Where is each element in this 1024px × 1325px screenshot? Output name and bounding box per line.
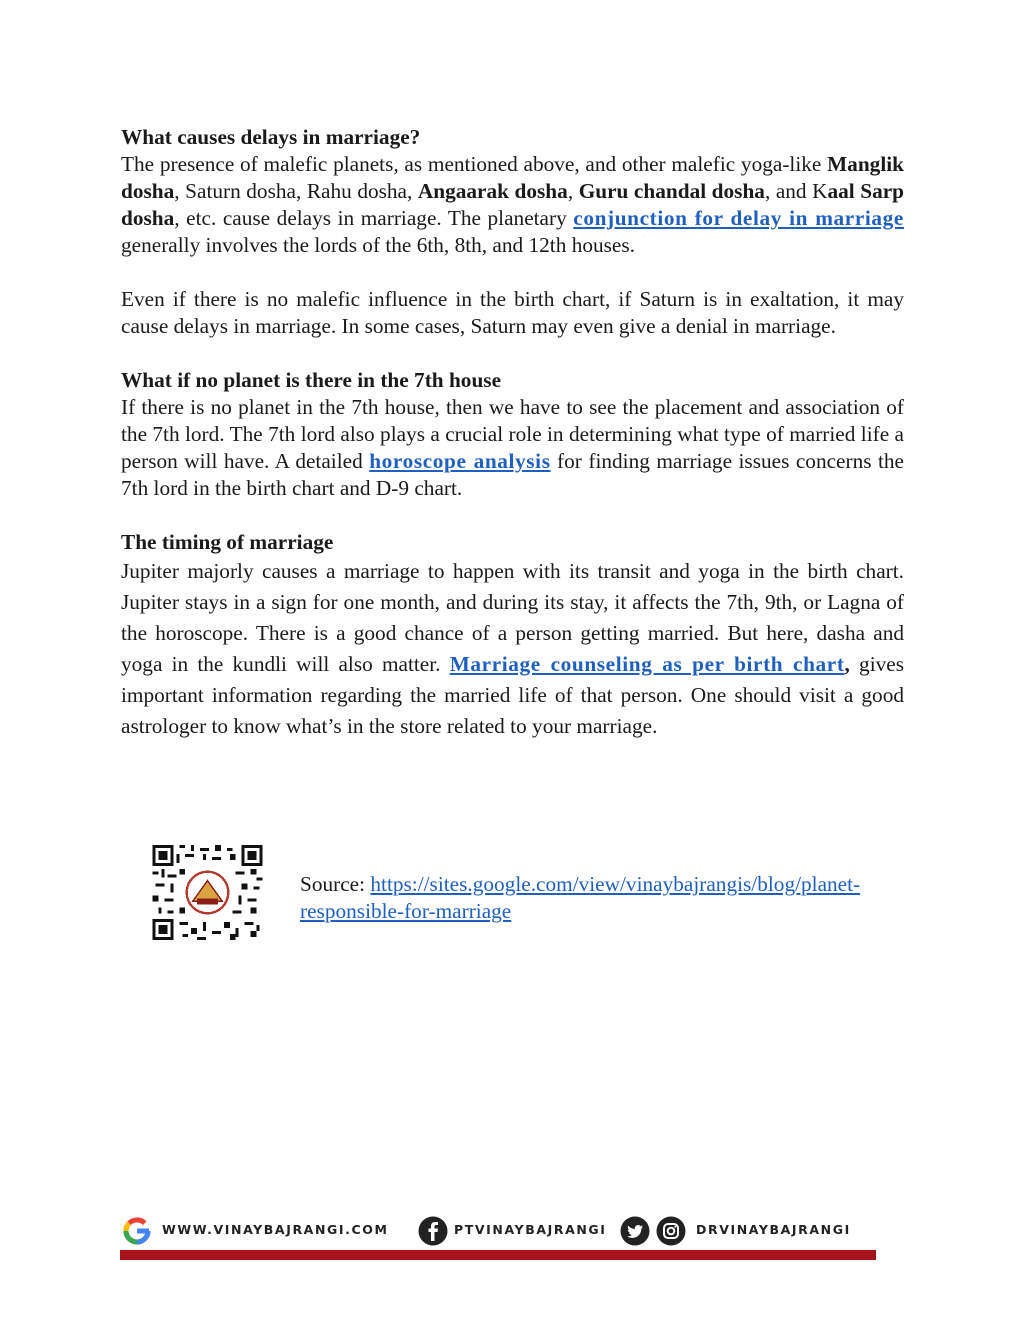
horoscope-analysis-link[interactable]: horoscope analysis — [369, 449, 551, 473]
instagram-icon — [656, 1216, 686, 1246]
bold-term: Angaarak dosha — [417, 179, 568, 203]
text: generally involves the lords of the 6th, 8th, and 12th houses. — [121, 233, 635, 257]
twitter-icon — [620, 1216, 650, 1246]
website-label: WWW.VINAYBAJRANGI.COM — [162, 1222, 389, 1237]
social-handle: DRVINAYBAJRANGI — [696, 1222, 851, 1237]
bold-term: Manglik dosha — [121, 152, 904, 203]
footer-banner — [120, 1210, 876, 1262]
source-url-link[interactable]: https://sites.google.com/view/vinaybajrangis/blog/planet-responsible-for-marriage — [300, 872, 861, 923]
text: for finding marriage issues concerns the 7th lord in the birth chart and D-9 chart. — [121, 449, 905, 500]
text: , — [844, 652, 850, 676]
section-timing — [121, 529, 904, 742]
conjunction-delay-link[interactable]: conjunction for delay in marriage — [573, 206, 904, 230]
text: , — [567, 179, 579, 203]
qr-code-icon — [152, 845, 263, 940]
bold-term: aal Sarp dosha — [121, 179, 905, 230]
paragraph: Even if there is no malefic influence in the birth chart, if Saturn is in exaltation, it may cause delays in marriage. In some cases, Saturn may even give a denial in marriage. — [121, 287, 904, 338]
bold-term: Guru chandal dosha — [578, 179, 765, 203]
text: The presence of malefic planets, as mentioned above, and other malefic yoga-like — [121, 152, 828, 176]
footer-row — [120, 1214, 876, 1250]
text: , etc. cause delays in marriage. The planetary — [174, 206, 574, 230]
text: Jupiter majorly causes a marriage to happen with its transit and yoga in the birth chart. Jupiter stays in a sign for one month, and during its stay, it affects the 7th, 9th, or Lagna of the horoscope. There is a good chance of a person getting married. But here, dasha and yoga in the kundli will also matter. — [121, 559, 904, 676]
google-icon — [122, 1216, 152, 1246]
text: If there is no planet in the 7th house, then we have to see the placement and association of the 7th lord. The 7th lord also plays a crucial role in determining what type of married life a person will have. A detailed — [121, 395, 904, 473]
section-no-planet — [121, 367, 904, 502]
marriage-counseling-link[interactable]: Marriage counseling as per birth chart — [449, 652, 845, 676]
section-heading: What causes delays in marriage? — [121, 125, 421, 149]
text: gives important information regarding the married life of that person. One should visit a good astrologer to know what’s in the store related to your marriage. — [121, 652, 904, 738]
paragraph — [121, 556, 904, 742]
footer-bar — [120, 1250, 876, 1260]
section-saturn — [121, 286, 904, 340]
source-label: Source: — [300, 872, 371, 896]
paragraph — [121, 394, 904, 502]
section-heading: What if no planet is there in the 7th house — [121, 368, 502, 392]
text: , and K — [764, 179, 828, 203]
facebook-icon — [418, 1216, 448, 1246]
source-block — [152, 845, 932, 940]
facebook-handle: PTVINAYBAJRANGI — [454, 1222, 607, 1237]
source-line — [300, 871, 930, 925]
article-body — [121, 124, 904, 769]
section-heading: The timing of marriage — [121, 530, 334, 554]
text: , Saturn dosha, Rahu dosha, — [174, 179, 418, 203]
section-delays — [121, 124, 904, 259]
paragraph — [121, 151, 904, 259]
